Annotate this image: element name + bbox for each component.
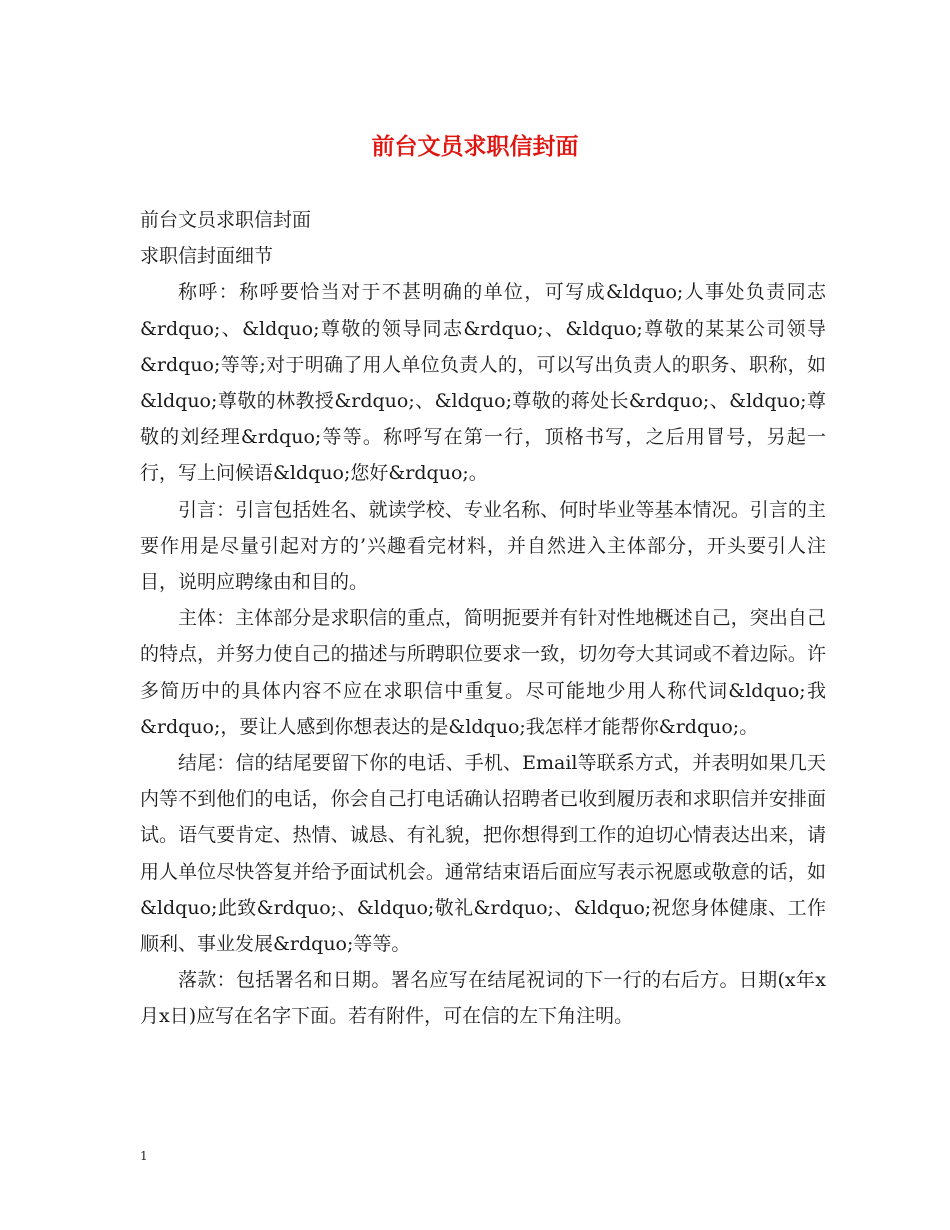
body-paragraph-main: 主体：主体部分是求职信的重点，简明扼要并有针对性地概述自己，突出自己的特点，并努力使自己的描述与所聘职位要求一致，切勿夸大其词或不着边际。许多简历中的具体内容不应在求职信中重复。尽可能地少用人称代词&ldquo;我&rdquo;，要让人感到你想表达的是&ldquo;我怎样才能帮你&rdquo;。 xyxy=(140,607,826,738)
page-number: 1 xyxy=(140,1149,148,1163)
body-paragraph-signature: 落款：包括署名和日期。署名应写在结尾祝词的下一行的右后方。日期(x年x月x日)应写在名字下面。若有附件，可在信的左下角注明。 xyxy=(140,969,826,1028)
body-paragraph-closing: 结尾：信的结尾要留下你的电话、手机、Email等联系方式，并表明如果几天内等不到他们的电话，你会自己打电话确认招聘者已收到履历表和求职信并安排面试。语气要肯定、热情、诚恳、有礼貌，把你想得到工作的迫切心情表达出来，请用人单位尽快答复并给予面试机会。通常结束语后面应写表示祝愿或敬意的话，如&ldquo;此致&rdquo;、&ldquo;敬礼&rdquo;、&ldquo;祝您身体健康、工作顺利、事业发展&rdquo;等等。 xyxy=(140,752,826,956)
document-body xyxy=(140,202,826,1035)
body-paragraph-salutation: 称呼：称呼要恰当对于不甚明确的单位，可写成&ldquo;人事处负责同志&rdquo;、&ldquo;尊敬的领导同志&rdquo;、&ldquo;尊敬的某某公司领导&rdquo;等等;对于明确了用人单位负责人的，可以写出负责人的职务、职称，如&ldquo;尊敬的林教授&rdquo;、&ldquo;尊敬的蒋处长&rdquo;、&ldquo;尊敬的刘经理&rdquo;等等。称呼写在第一行，顶格书写，之后用冒号，另起一行，写上问候语&ldquo;您好&rdquo;。 xyxy=(140,281,826,485)
body-paragraph-subheading: 求职信封面细节 xyxy=(140,245,274,268)
body-paragraph-heading: 前台文员求职信封面 xyxy=(140,209,312,231)
document-title: 前台文员求职信封面 xyxy=(371,133,579,160)
body-paragraph-introduction: 引言：引言包括姓名、就读学校、专业名称、何时毕业等基本情况。引言的主要作用是尽量引起对方的’兴趣看完材料，并自然进入主体部分，开头要引人注目，说明应聘缘由和目的。 xyxy=(140,498,826,594)
